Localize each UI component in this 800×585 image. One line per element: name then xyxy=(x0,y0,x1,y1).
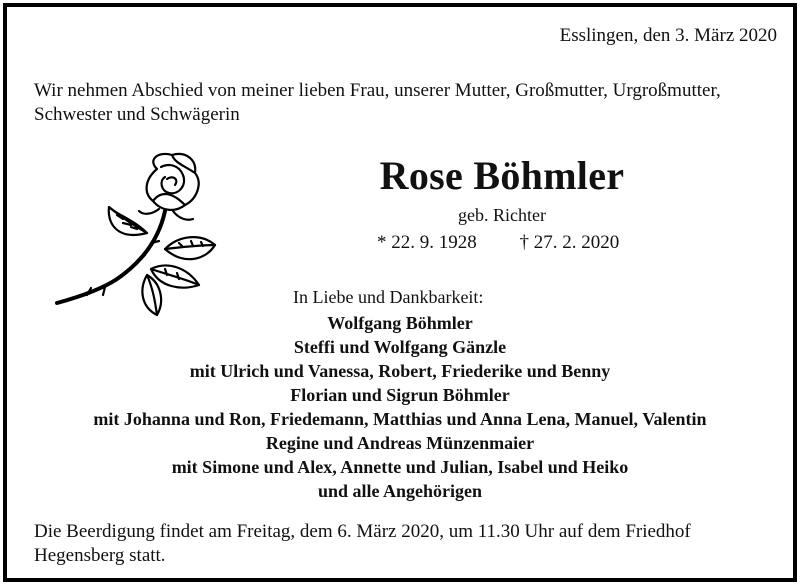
deceased-name: Rose Böhmler xyxy=(379,153,625,198)
family-line: Wolfgang Böhmler xyxy=(327,313,473,333)
family-line: Florian und Sigrun Böhmler xyxy=(290,385,510,405)
birth-date: * 22. 9. 1928 xyxy=(377,232,477,253)
funeral-notice: Die Beerdigung findet am Freitag, dem 6. März 2020, um 11.30 Uhr auf dem Friedhof Hegensberg statt. xyxy=(34,521,691,566)
family-list xyxy=(7,311,793,503)
family-line: Steffi und Wolfgang Gänzle xyxy=(293,337,507,357)
family-line: mit Simone und Alex, Annette und Julian, Isabel und Heiko xyxy=(171,457,629,477)
life-dates xyxy=(377,232,619,254)
family-line: und alle Angehörigen xyxy=(317,481,483,501)
family-line: mit Ulrich und Vanessa, Robert, Friederike und Benny xyxy=(189,361,611,381)
place-date: Esslingen, den 3. März 2020 xyxy=(559,25,777,46)
intro-text: Wir nehmen Abschied von meiner lieben Frau, unserer Mutter, Großmutter, Urgroßmutter, Schwester und Schwägerin xyxy=(34,80,721,125)
born-name: geb. Richter xyxy=(458,205,546,225)
death-date: † 27. 2. 2020 xyxy=(519,232,620,253)
family-line: Regine und Andreas Münzenmaier xyxy=(265,433,535,453)
obituary-frame xyxy=(3,3,797,582)
family-line: mit Johanna und Ron, Friedemann, Matthias und Anna Lena, Manuel, Valentin xyxy=(93,409,707,429)
thanks-line: In Liebe und Dankbarkeit: xyxy=(293,287,484,307)
rose-icon xyxy=(47,149,227,319)
